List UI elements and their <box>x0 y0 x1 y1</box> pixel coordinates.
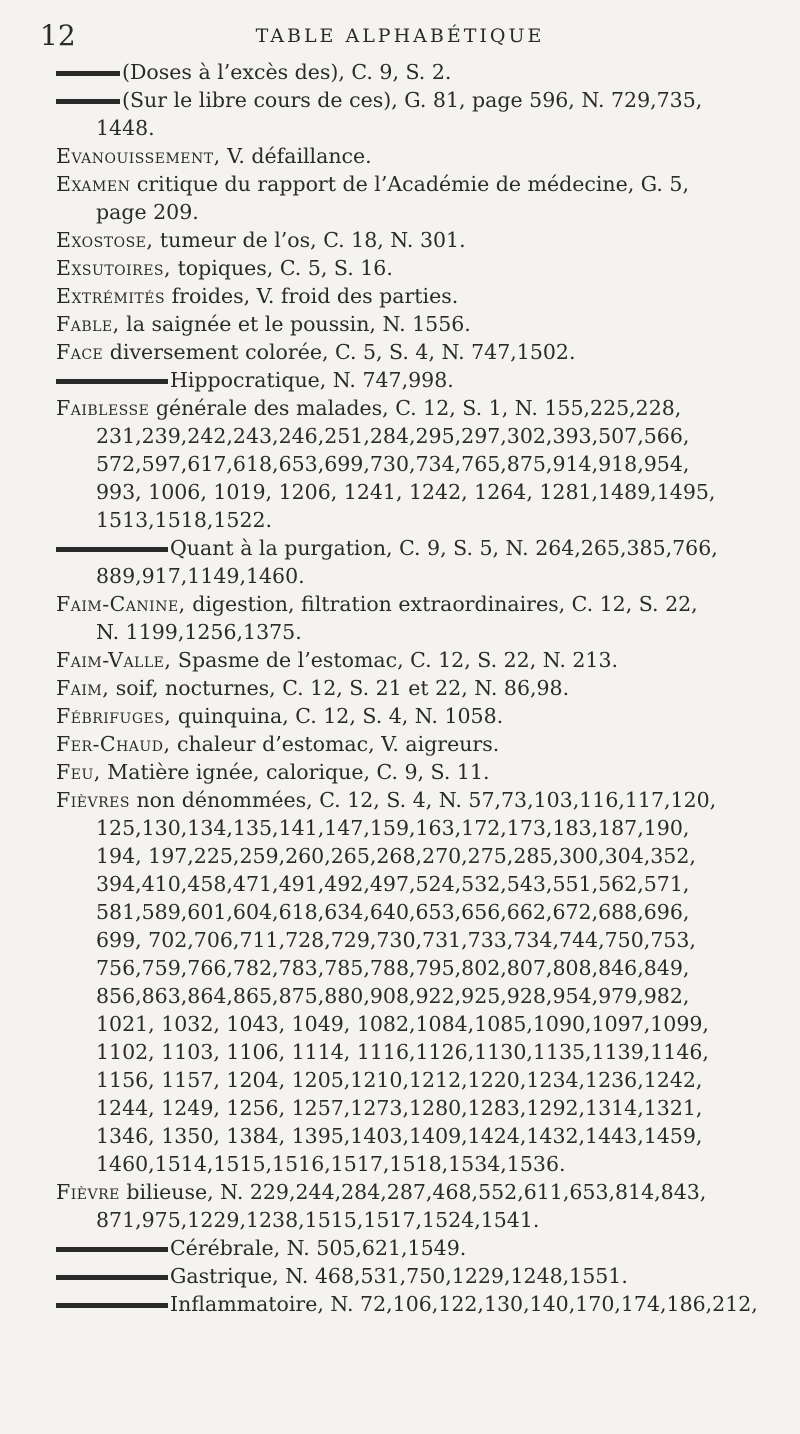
entry-first-line <box>56 254 768 282</box>
index-entry-fable <box>56 310 768 338</box>
entry-text: 889,917,1149,1460. <box>96 564 305 588</box>
entry-headword: Feu, <box>56 760 101 784</box>
entry-text: Spasme de l’estomac, C. 12, S. 22, N. 213. <box>171 648 619 672</box>
index-entry-faim-canine <box>56 590 768 646</box>
entry-text: 993, 1006, 1019, 1206, 1241, 1242, 1264, 1281,1489,1495, <box>96 480 716 504</box>
entry-text: 1244, 1249, 1256, 1257,1273,1280,1283,1292,1314,1321, <box>96 1096 703 1120</box>
running-title: TABLE ALPHABÉTIQUE <box>255 25 545 47</box>
entry-headword: Fébrifuges, <box>56 704 172 728</box>
entry-continuation-line <box>56 422 768 450</box>
entry-headword: Evanouissement, <box>56 144 221 168</box>
index-entry-feu <box>56 758 768 786</box>
ditto-dash <box>56 99 120 104</box>
entry-first-line <box>56 590 768 618</box>
entry-text: Cérébrale, N. 505,621,1549. <box>170 1236 467 1260</box>
entry-text: 194, 197,225,259,260,265,268,270,275,285,300,304,352, <box>96 844 696 868</box>
entry-continuation-line <box>56 954 768 982</box>
entry-headword: Exostose, <box>56 228 154 252</box>
entry-text: N. 1199,1256,1375. <box>96 620 302 644</box>
entry-continuation-line <box>56 1150 768 1178</box>
page-header <box>40 20 760 52</box>
entry-text: bilieuse, N. 229,244,284,287,468,552,611,653,814,843, <box>119 1180 707 1204</box>
entry-first-line <box>56 1234 768 1262</box>
entry-first-line <box>56 646 768 674</box>
entry-continuation-line <box>56 478 768 506</box>
entry-headword: Faim, <box>56 676 110 700</box>
index-entry-febrifuges <box>56 702 768 730</box>
entry-text: 856,863,864,865,875,880,908,922,925,928,954,979,982, <box>96 984 690 1008</box>
index-entry-cerebrale <box>56 1234 768 1262</box>
entry-continuation-line <box>56 1066 768 1094</box>
entry-continuation-line <box>56 898 768 926</box>
entry-continuation-line <box>56 562 768 590</box>
index-entry-inflammatoire <box>56 1290 768 1318</box>
entry-headword: Faim-Valle, <box>56 648 172 672</box>
entry-headword: Fièvres <box>56 788 130 812</box>
entry-text: 871,975,1229,1238,1515,1517,1524,1541. <box>96 1208 540 1232</box>
entry-headword: Face <box>56 340 104 364</box>
ditto-dash <box>56 71 120 76</box>
entry-headword: Faiblesse <box>56 396 150 420</box>
index-entry-fievre-bilieuse <box>56 1178 768 1234</box>
index-entry-exostose <box>56 226 768 254</box>
index-entry-faim <box>56 674 768 702</box>
entry-text: 231,239,242,243,246,251,284,295,297,302,393,507,566, <box>96 424 690 448</box>
entry-text: 581,589,601,604,618,634,640,653,656,662,672,688,696, <box>96 900 690 924</box>
ditto-dash <box>56 379 168 384</box>
entry-first-line <box>56 674 768 702</box>
index-entry-libre-cours <box>56 86 768 142</box>
entry-first-line <box>56 58 768 86</box>
entry-continuation-line <box>56 1122 768 1150</box>
entry-text: (Doses à l’excès des), C. 9, S. 2. <box>122 60 452 84</box>
entry-text: 125,130,134,135,141,147,159,163,172,173,183,187,190, <box>96 816 690 840</box>
entry-first-line <box>56 1178 768 1206</box>
entry-continuation-line <box>56 982 768 1010</box>
entry-text: Quant à la purgation, C. 9, S. 5, N. 264,265,385,766, <box>170 536 718 560</box>
entry-headword: Faim-Canine, <box>56 592 186 616</box>
entry-first-line <box>56 702 768 730</box>
entry-text: Matière ignée, calorique, C. 9, S. 11. <box>100 760 490 784</box>
index-entry-hippocratique <box>56 366 768 394</box>
entry-text: non dénommées, C. 12, S. 4, N. 57,73,103,116,117,120, <box>129 788 717 812</box>
entry-text: la saignée et le poussin, N. 1556. <box>119 312 471 336</box>
entry-first-line <box>56 758 768 786</box>
entry-continuation-line <box>56 814 768 842</box>
entry-text: 1448. <box>96 116 155 140</box>
entry-text: 756,759,766,782,783,785,788,795,802,807,808,846,849, <box>96 956 690 980</box>
entry-first-line <box>56 226 768 254</box>
index-entry-faiblesse <box>56 394 768 534</box>
page-number: 12 <box>40 19 76 52</box>
entry-headword: Fièvre <box>56 1180 120 1204</box>
entry-text: 1460,1514,1515,1516,1517,1518,1534,1536. <box>96 1152 566 1176</box>
entry-continuation-line <box>56 198 768 226</box>
entry-continuation-line <box>56 1094 768 1122</box>
entry-first-line <box>56 282 768 310</box>
entry-continuation-line <box>56 450 768 478</box>
entry-first-line <box>56 1262 768 1290</box>
entry-text: 1021, 1032, 1043, 1049, 1082,1084,1085,1090,1097,1099, <box>96 1012 709 1036</box>
ditto-dash <box>56 1303 168 1308</box>
entry-text: Gastrique, N. 468,531,750,1229,1248,1551. <box>170 1264 628 1288</box>
entry-text: (Sur le libre cours de ces), G. 81, page 596, N. 729,735, <box>122 88 703 112</box>
entry-first-line <box>56 534 768 562</box>
entry-first-line <box>56 786 768 814</box>
index-entry-doses <box>56 58 768 86</box>
entry-first-line <box>56 86 768 114</box>
entry-text: 699, 702,706,711,728,729,730,731,733,734,744,750,753, <box>96 928 696 952</box>
index-entry-evanouissement <box>56 142 768 170</box>
index-entry-gastrique <box>56 1262 768 1290</box>
entry-text: générale des malades, C. 12, S. 1, N. 155,225,228, <box>149 396 682 420</box>
entry-continuation-line <box>56 114 768 142</box>
entry-first-line <box>56 730 768 758</box>
index-entry-face <box>56 338 768 366</box>
entry-text: 1156, 1157, 1204, 1205,1210,1212,1220,1234,1236,1242, <box>96 1068 703 1092</box>
entry-headword: Exsutoires, <box>56 256 172 280</box>
entry-continuation-line <box>56 842 768 870</box>
entry-text: diversement colorée, C. 5, S. 4, N. 747,1502. <box>103 340 576 364</box>
ditto-dash <box>56 1247 168 1252</box>
entry-continuation-line <box>56 926 768 954</box>
entry-first-line <box>56 366 768 394</box>
entry-text: critique du rapport de l’Académie de médecine, G. 5, <box>130 172 689 196</box>
index-entry-exsutoires <box>56 254 768 282</box>
entry-text: page 209. <box>96 200 199 224</box>
index-entry-fievres <box>56 786 768 1178</box>
entry-continuation-line <box>56 506 768 534</box>
index-entry-examen <box>56 170 768 226</box>
index-entry-fer-chaud <box>56 730 768 758</box>
entry-text: 1513,1518,1522. <box>96 508 273 532</box>
entry-first-line <box>56 338 768 366</box>
entry-first-line <box>56 1290 768 1318</box>
ditto-dash <box>56 547 168 552</box>
entry-text: digestion, filtration extraordinaires, C. 12, S. 22, <box>185 592 698 616</box>
index-entries <box>56 58 768 1318</box>
entry-headword: Extrémités <box>56 284 166 308</box>
entry-first-line <box>56 170 768 198</box>
entry-headword: Fable, <box>56 312 120 336</box>
entry-text: chaleur d’estomac, V. aigreurs. <box>170 732 500 756</box>
entry-text: tumeur de l’os, C. 18, N. 301. <box>153 228 466 252</box>
entry-text: soif, nocturnes, C. 12, S. 21 et 22, N. 86,98. <box>109 676 570 700</box>
entry-text: 1346, 1350, 1384, 1395,1403,1409,1424,1432,1443,1459, <box>96 1124 703 1148</box>
entry-continuation-line <box>56 1206 768 1234</box>
entry-continuation-line <box>56 870 768 898</box>
entry-first-line <box>56 310 768 338</box>
entry-text: Inflammatoire, N. 72,106,122,130,140,170,174,186,212, <box>170 1292 758 1316</box>
ditto-dash <box>56 1275 168 1280</box>
entry-text: 572,597,617,618,653,699,730,734,765,875,914,918,954, <box>96 452 690 476</box>
entry-text: V. défaillance. <box>220 144 372 168</box>
entry-continuation-line <box>56 1038 768 1066</box>
entry-text: 1102, 1103, 1106, 1114, 1116,1126,1130,1135,1139,1146, <box>96 1040 709 1064</box>
entry-headword: Fer-Chaud, <box>56 732 171 756</box>
entry-first-line <box>56 142 768 170</box>
index-entry-purgation <box>56 534 768 590</box>
entry-text: 394,410,458,471,491,492,497,524,532,543,551,562,571, <box>96 872 690 896</box>
entry-first-line <box>56 394 768 422</box>
entry-headword: Examen <box>56 172 131 196</box>
entry-text: froides, V. froid des parties. <box>165 284 459 308</box>
index-entry-extremites <box>56 282 768 310</box>
entry-text: quinquina, C. 12, S. 4, N. 1058. <box>171 704 504 728</box>
entry-text: Hippocratique, N. 747,998. <box>170 368 454 392</box>
entry-text: topiques, C. 5, S. 16. <box>171 256 393 280</box>
index-entry-faim-valle <box>56 646 768 674</box>
entry-continuation-line <box>56 618 768 646</box>
entry-continuation-line <box>56 1010 768 1038</box>
